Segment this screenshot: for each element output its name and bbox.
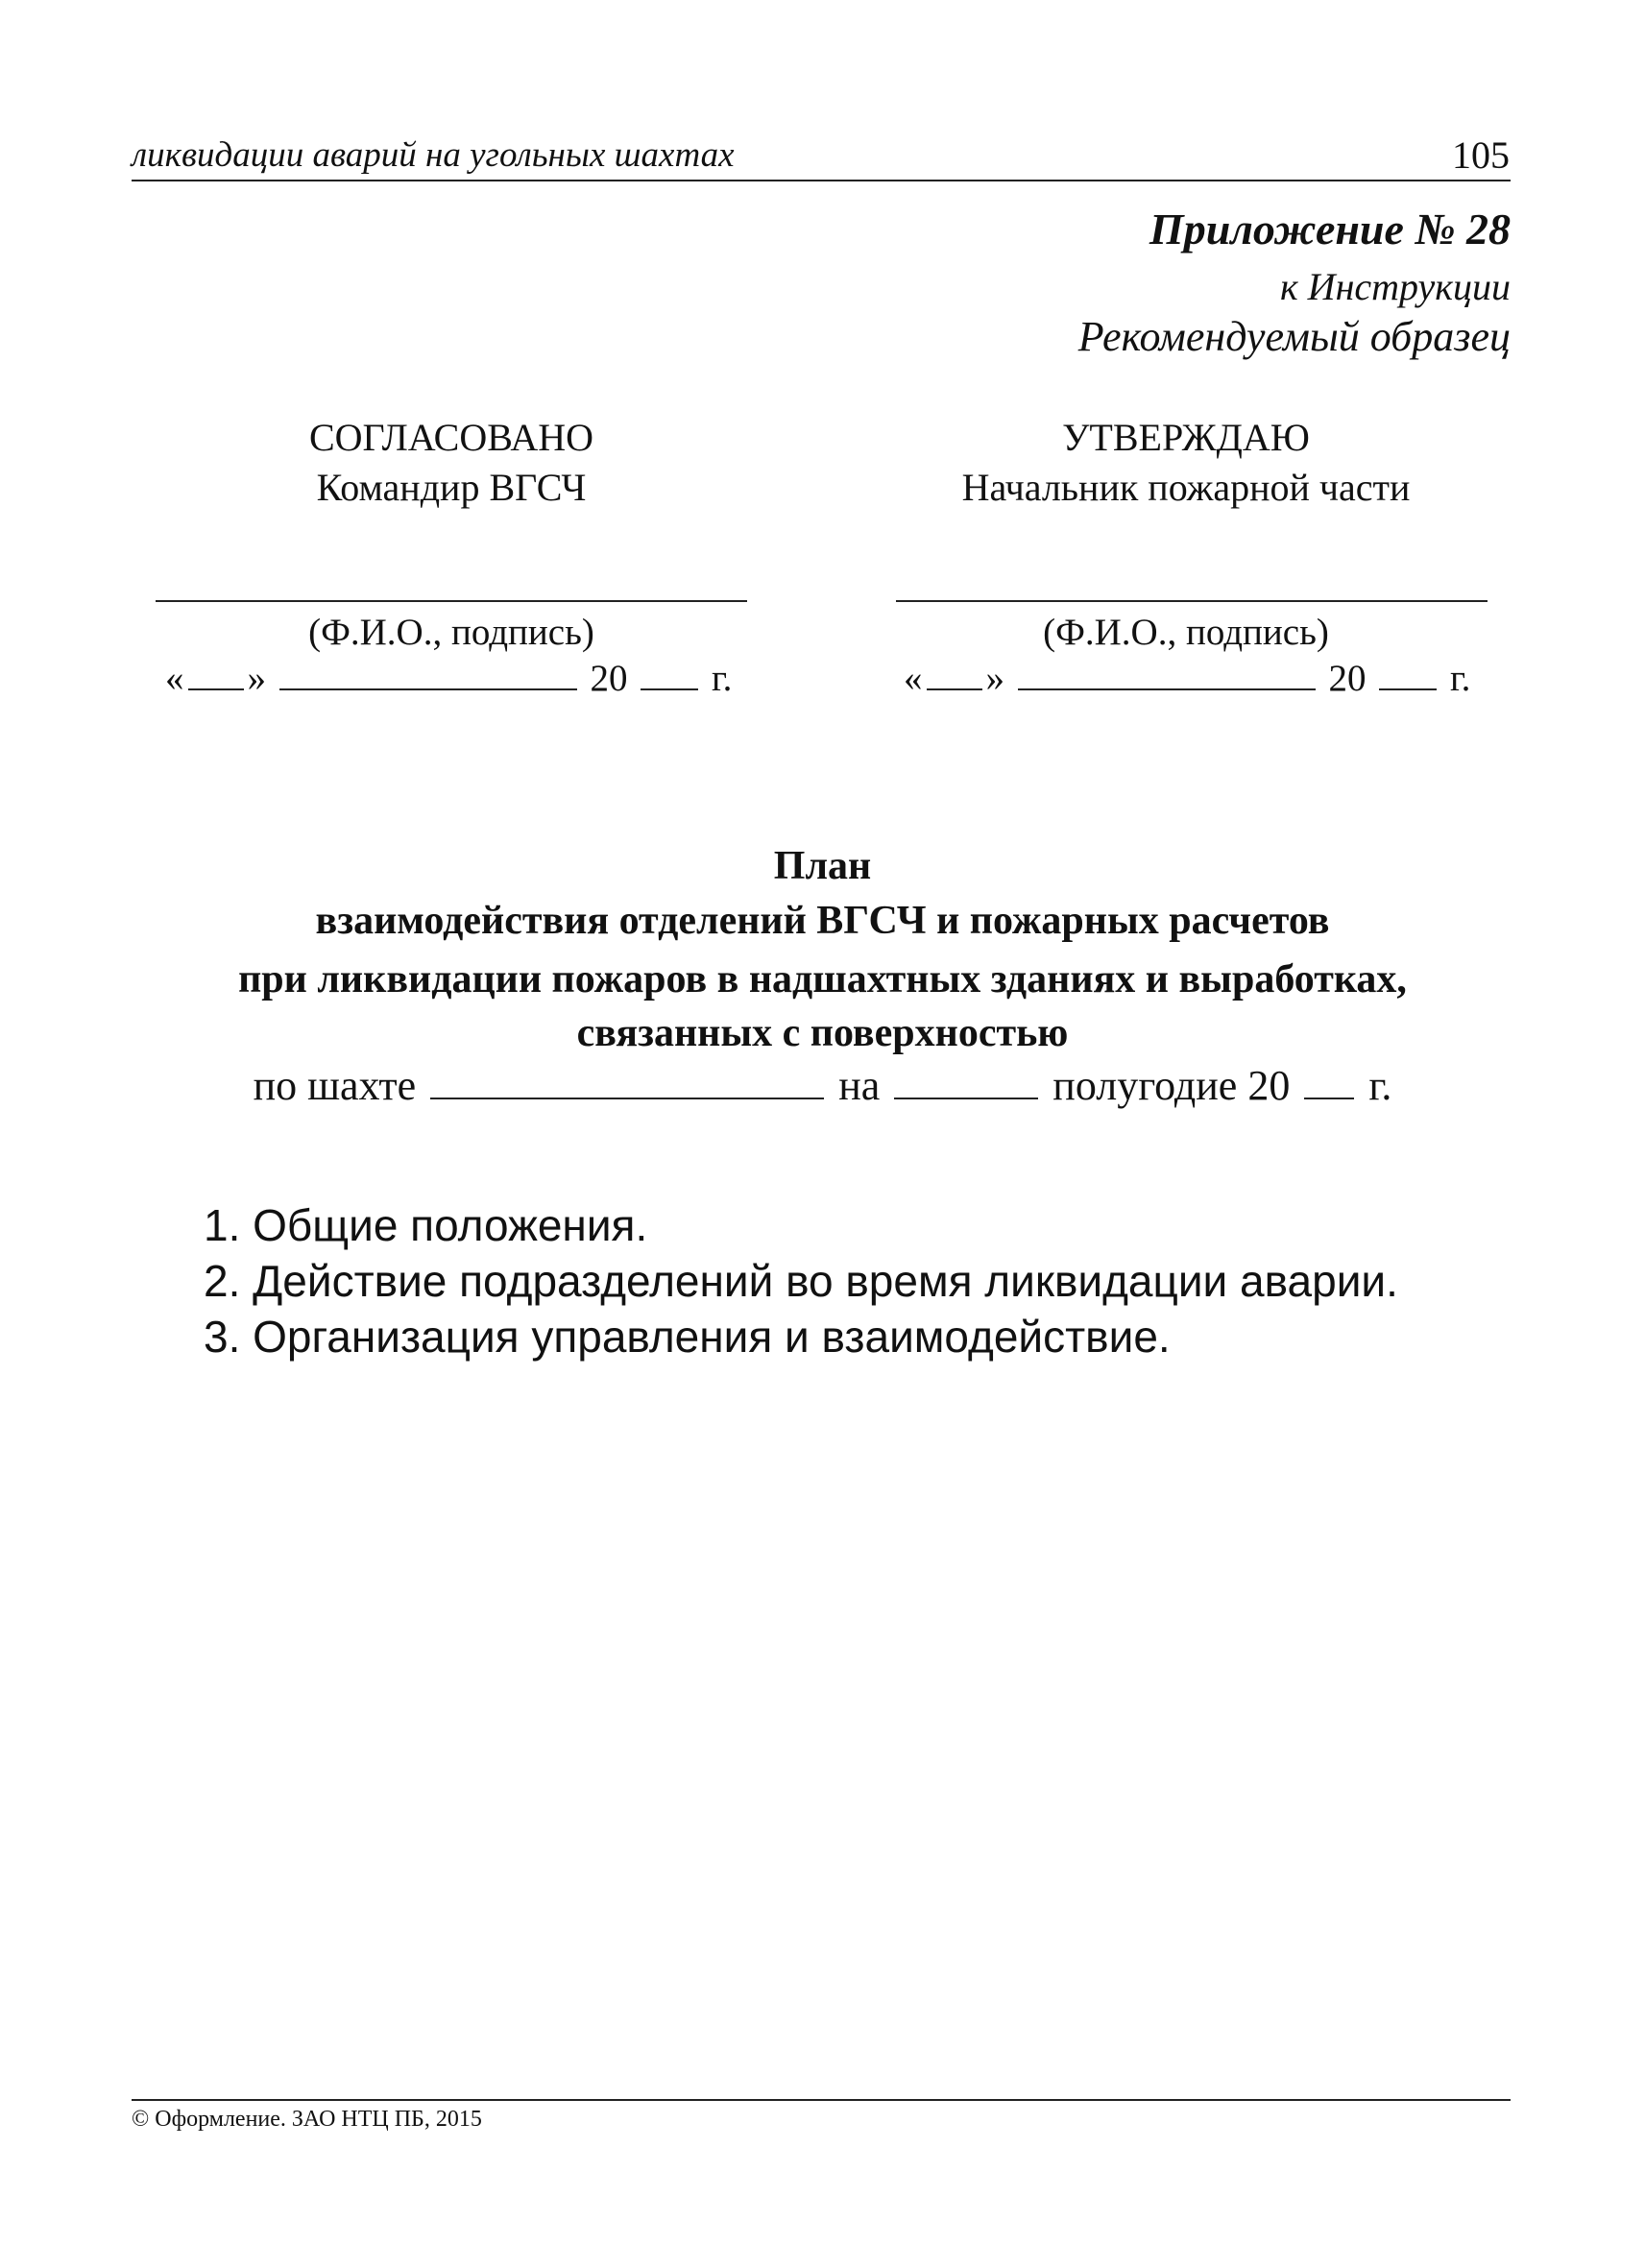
approval-approved-signature-caption: (Ф.И.О., подпись) [1043, 612, 1329, 653]
date-open-quote: « [165, 658, 184, 699]
approval-agreed-signature-line [156, 600, 747, 602]
contents-list [204, 1197, 1398, 1364]
footer-divider [132, 2099, 1511, 2101]
plan-year-suffix: г. [1368, 1062, 1392, 1109]
approval-agreed-heading: СОГЛАСОВАНО [308, 416, 594, 459]
plan-mine-blank [430, 1069, 824, 1099]
date-close-quote: » [247, 658, 266, 699]
plan-title-line-2: при ликвидации пожаров в надшахтных зданиях и выработках, [238, 957, 1407, 1001]
date-year-prefix: 20 [590, 658, 628, 699]
approval-agreed-block [144, 413, 759, 513]
contents-item: 3. Организация управления и взаимодействие. [204, 1312, 1171, 1362]
date-year-prefix: 20 [1328, 658, 1367, 699]
approval-approved-position: Начальник пожарной части [961, 466, 1411, 509]
plan-title-line-3: связанных с поверхностью [576, 1011, 1069, 1055]
approval-approved-signature-line [896, 600, 1488, 602]
appendix-title: Приложение № 28 [1149, 205, 1511, 253]
approval-approved-date [904, 657, 1470, 700]
approval-agreed-date [165, 657, 732, 700]
date-year-suffix: г. [1450, 658, 1471, 699]
plan-half-year-label: полугодие 20 [1052, 1062, 1291, 1109]
date-year-suffix: г. [712, 658, 733, 699]
approval-approved-block [879, 413, 1493, 513]
approval-agreed-signature-caption: (Ф.И.О., подпись) [308, 612, 594, 653]
date-year-blank [641, 660, 698, 690]
date-year-blank [1379, 660, 1437, 690]
date-month-blank [1018, 660, 1316, 690]
date-day-blank [188, 660, 244, 690]
plan-period-label: на [838, 1062, 881, 1109]
header-divider [132, 180, 1511, 181]
date-close-quote: » [985, 658, 1004, 699]
approval-approved-heading: УТВЕРЖДАЮ [1062, 416, 1310, 459]
appendix-sample-note: Рекомендуемый образец [1077, 313, 1511, 360]
date-month-blank [279, 660, 577, 690]
date-day-blank [927, 660, 982, 690]
running-header-title: ликвидации аварий на угольных шахтах [132, 135, 735, 175]
contents-item: 2. Действие подразделений во время ликвидации аварии. [204, 1256, 1398, 1306]
plan-mine-label: по шахте [253, 1062, 417, 1109]
plan-year-blank [1304, 1069, 1354, 1099]
footer-copyright: © Оформление. ЗАО НТЦ ПБ, 2015 [132, 2107, 482, 2132]
contents-item: 1. Общие положения. [204, 1200, 648, 1250]
plan-title-line-1: взаимодействия отделений ВГСЧ и пожарных расчетов [315, 899, 1330, 943]
date-open-quote: « [904, 658, 923, 699]
plan-period-blank [894, 1069, 1038, 1099]
page-number: 105 [1452, 133, 1510, 177]
plan-heading: План [773, 844, 872, 888]
plan-mine-period-line [0, 1061, 1645, 1110]
appendix-reference: к Инструкции [1279, 265, 1511, 308]
approval-agreed-position: Командир ВГСЧ [316, 466, 587, 509]
